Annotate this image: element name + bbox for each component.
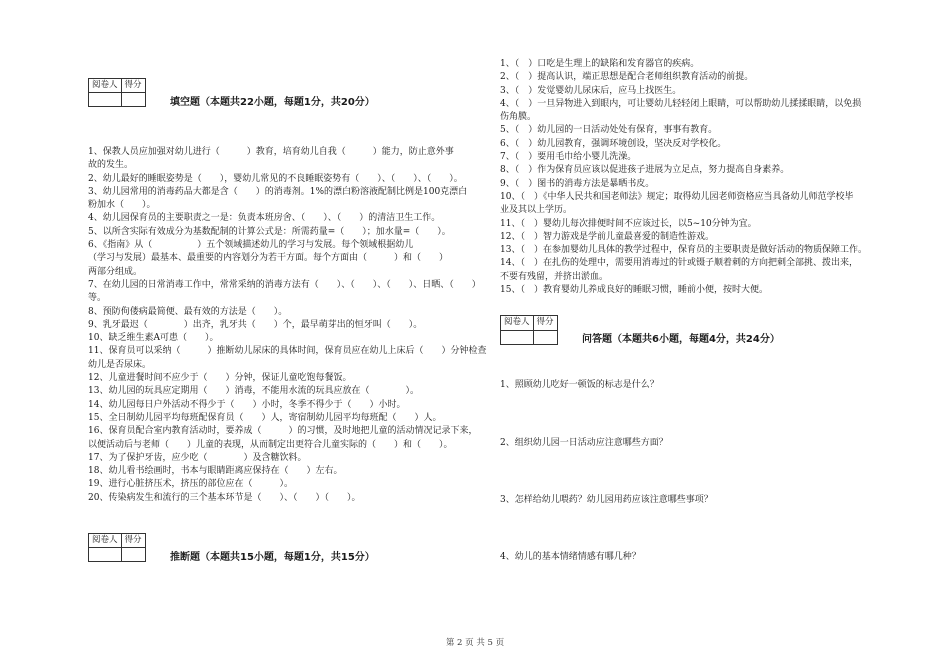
fill-question-line: （学习与发展）最基本、最重要的内容划分为若干方面。每个方面由（ ）和（ ） [88,253,449,264]
qa-section-title: 问答题（本题共6小题，每题4分，共24分） [582,334,780,346]
fill-question-line: 幼儿是否尿床。 [88,359,152,370]
judge-questions [500,58,885,297]
fill-section-title: 填空题（本题共22小题，每题1分，共20分） [170,97,375,108]
fill-question-line: 9、乳牙最迟（ ）出齐，乳牙共（ ）个，最早萌芽出的恒牙叫（ ）。 [88,319,423,330]
grader-cell[interactable] [89,93,122,107]
fill-question-line: 故的发生。 [88,160,134,171]
judge-question-line: 9、（ ）图书的消毒方法是暴晒书皮。 [500,178,655,189]
judge-question-line: 14、（ ）在扎伤的处理中，需要用消毒过的针或镊子顺着刺的方向把刺全部挑、拨出来， [500,258,858,269]
fill-question-line: 19、进行心脏挤压术，挤压的部位应在（ ）。 [88,479,293,490]
judge-question-line: 3、（ ）发觉婴幼儿尿床后，应马上找医生。 [500,85,682,96]
qa-question: 3、怎样给幼儿喂药？幼儿园用药应该注意哪些事项？ [500,494,713,505]
fill-question-line: 16、保育员配合室内教育活动时，要养成（ ）的习惯，及时地把儿童的活动情况记录下来， [88,426,478,437]
fill-section-header [88,78,488,122]
qa-section-header [500,315,885,359]
qa-questions [500,379,885,564]
fill-question-line: 2、幼儿最好的睡眠姿势是（ ），婴幼儿常见的不良睡眠姿势有（ ）、（ ）、（ ）。 [88,173,463,184]
score-cell[interactable] [121,548,145,562]
judge-question-line: 13、（ ）在参加婴幼儿具体的教学过程中，保育员的主要职责是做好活动的物质保障工作。 [500,245,867,256]
qa-question: 2、组织幼儿园一日活动应注意哪些方面？ [500,437,668,448]
fill-question-line: 14、幼儿园每日户外活动不得少于（ ）小时，冬季不得少于（ ）小时。 [88,399,406,410]
judge-question-line: 12、（ ）智力游戏是学前儿童最喜爱的制造性游戏。 [500,231,714,242]
fill-question-line: 3、幼儿园常用的消毒药品大都是含（ ）的消毒剂。1%的漂白粉溶液配制比例是100克漂白 [88,186,468,197]
fill-question-line: 18、幼儿看书绘画时，书本与眼睛距离应保持在（ ）左右。 [88,466,343,477]
judge-score-table [88,533,146,562]
fill-question-line: 4、幼儿园保育员的主要职责之一是：负责本班房舍、（ ）、（ ）的清洁卫生工作。 [88,213,441,224]
page-footer: 第 2 页 共 5 页 [445,638,505,648]
fill-question-line: 5、以所含实际有效成分为基数配制的计算公式是：所需药量=（ ）；加水量=（ ）。 [88,226,451,237]
grader-header: 阅卷人 [501,316,534,330]
fill-question-line: 13、幼儿园的玩具应定期用（ ）消毒，不能用水流的玩具应放在（ ）。 [88,386,419,397]
fill-question-line: 粉加水（ ）。 [88,200,156,211]
score-header: 得分 [121,79,145,93]
grader-header: 阅卷人 [89,79,122,93]
judge-question-line: 11、（ ）婴幼儿每次排便时间不应该过长，以5~10分钟为宜。 [500,218,757,229]
fill-question-line: 1、保教人员应加强对幼儿进行（ ）教育，培育幼儿自我（ ）能力，防止意外事 [88,147,454,157]
judge-question-line: 8、（ ）作为保育员应该以促进孩子进展为立足点，努力提高自身素养。 [500,165,790,176]
qa-question: 1、照顾幼儿吃好一顿饭的标志是什么？ [500,380,659,391]
fill-question-line: 7、在幼儿园的日常消毒工作中，常常采纳的消毒方法有（ ）、（ ）、（ ）、日晒、（ ） [88,279,481,290]
fill-question-line: 8、预防佝偻病最简便、最有效的方法是（ ）。 [88,306,288,317]
fill-score-table [88,78,146,107]
score-cell[interactable] [121,93,145,107]
left-column [88,78,488,577]
grader-cell[interactable] [501,330,534,344]
fill-question-line: 6、《指南》从（ ）五个领域描述幼儿的学习与发展。每个领域根据幼儿 [88,240,414,251]
right-column [500,58,885,609]
judge-question-line: 5、（ ）幼儿园的一日活动处处有保育，事事有教育。 [500,125,718,136]
qa-score-table [500,315,558,344]
judge-question-line: 不要有残留，并挤出淤血。 [500,271,609,282]
judge-question-line: 伤角膜。 [500,112,537,123]
score-header: 得分 [121,534,145,548]
fill-question-line: 以便活动后与老师（ ）儿童的表现，从而制定出更符合儿童实际的（ ）和（ ）。 [88,439,453,450]
fill-question-line: 11、保育员可以采纳（ ）推断幼儿尿床的具体时间，保育员应在幼儿上床后（ ）分钟检查 [88,346,487,357]
fill-question-line: 等。 [88,293,107,304]
judge-section-header [88,533,488,577]
fill-question-line: 17、为了保护牙齿，应少吃（ ）及含糖饮料。 [88,452,307,463]
judge-question-line: 2、（ ）提高认识，端正思想是配合老师组织教育活动的前提。 [500,72,754,83]
judge-question-line: 4、（ ）一旦异物进入到眼内，可让婴幼儿轻轻闭上眼睛，可以帮助幼儿揉揉眼睛，以免损 [500,98,862,109]
judge-question-line: 15、（ ）教育婴幼儿养成良好的睡眠习惯，睡前小便，按时大便。 [500,285,768,296]
fill-question-line: 两部分组成。 [88,266,143,277]
judge-section-title: 推断题（本题共15小题，每题1分，共15分） [170,552,375,564]
judge-question-line: 7、（ ）要用毛巾给小婴儿洗澡。 [500,152,637,163]
score-cell[interactable] [533,330,557,344]
judge-question-line: 1、（ ）口吃是生理上的缺陷和发育器官的疾病。 [500,59,700,69]
judge-question-line: 业及其以上学历。 [500,205,573,216]
fill-question-line: 12、儿童进餐时间不应少于（ ）分钟，保证儿童吃饱每餐饭。 [88,373,352,384]
fill-question-line: 10、缺乏维生素A可患（ ）。 [88,333,219,344]
grader-header: 阅卷人 [89,534,122,548]
judge-question-line: 10、（ ）《中华人民共和国老师法》规定；取得幼儿园老师资格应当具备幼儿师范学校毕 [500,191,854,202]
fill-questions [88,146,488,505]
qa-question: 4、幼儿的基本情绪情感有哪几种？ [500,552,641,563]
fill-question-line: 20、传染病发生和流行的三个基本环节是（ ）、（ ）（ ）。 [88,492,361,503]
judge-question-line: 6、（ ）幼儿园教育，强调环境创设，坚决反对学校化。 [500,138,727,149]
grader-cell[interactable] [89,548,122,562]
fill-question-line: 15、全日制幼儿园平均每班配保育员（ ）人，寄宿制幼儿园平均每班配（ ）人。 [88,412,442,423]
score-header: 得分 [533,316,557,330]
